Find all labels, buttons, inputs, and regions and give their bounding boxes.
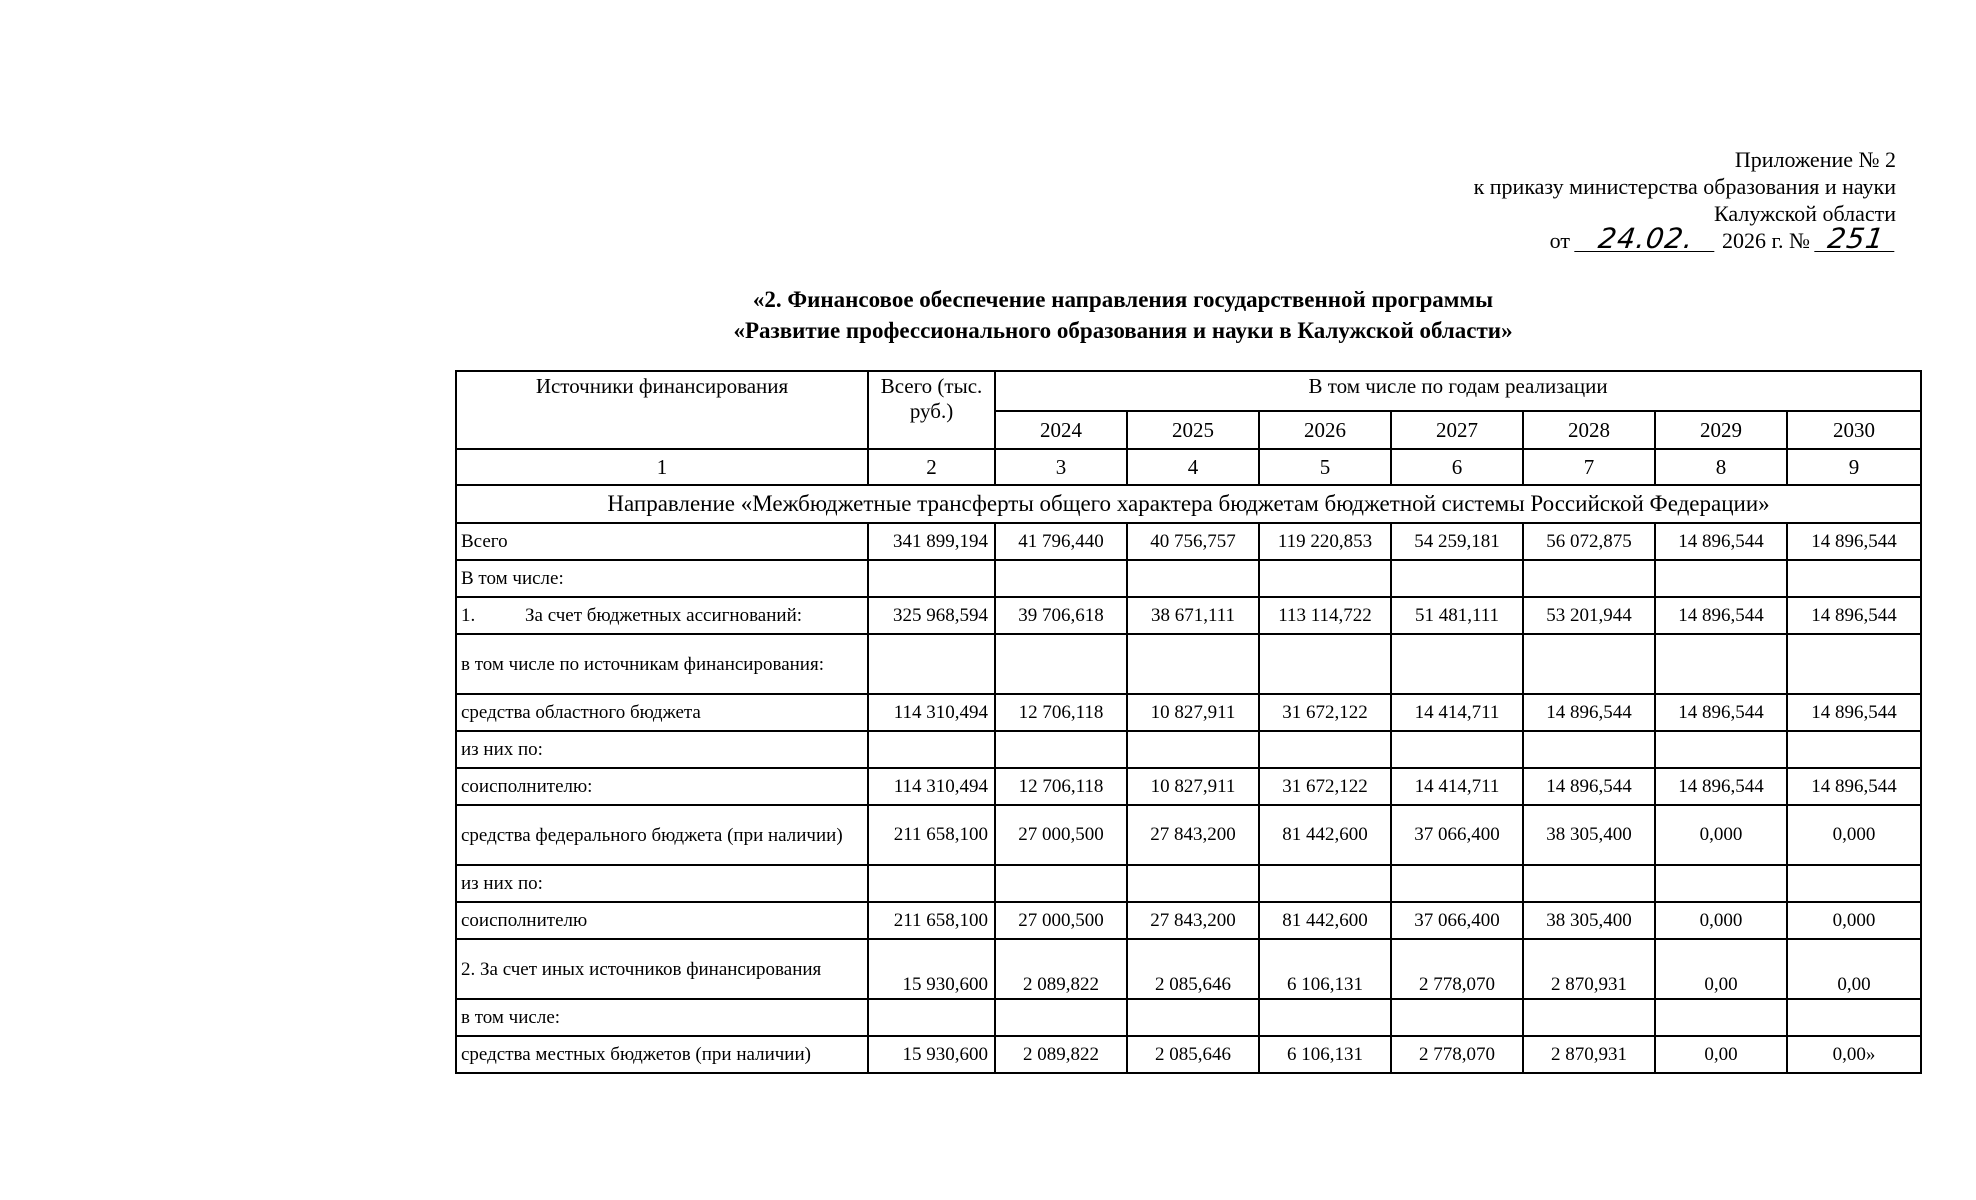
row-year-value: 14 896,544 [1655, 597, 1787, 634]
row-year-value [1523, 560, 1655, 597]
table-row [456, 939, 1921, 999]
row-year-value [1391, 865, 1523, 902]
table-row [456, 768, 1921, 805]
header-year: 2027 [1391, 411, 1523, 449]
row-year-value: 12 706,118 [995, 694, 1127, 731]
row-total: 15 930,600 [868, 1036, 995, 1073]
table-row [456, 805, 1921, 865]
row-year-value: 0,00» [1787, 1036, 1921, 1073]
column-number: 3 [995, 449, 1127, 485]
row-year-value: 0,00 [1655, 939, 1787, 999]
row-year-value: 53 201,944 [1523, 597, 1655, 634]
table-row [456, 1036, 1921, 1073]
table-row [456, 865, 1921, 902]
row-label: средства федерального бюджета (при наличии) [456, 805, 868, 865]
row-label: В том числе: [456, 560, 868, 597]
row-year-value: 2 870,931 [1523, 1036, 1655, 1073]
row-year-value: 14 896,544 [1655, 694, 1787, 731]
row-year-value: 14 896,544 [1787, 768, 1921, 805]
row-year-value [1523, 634, 1655, 694]
row-label: средства областного бюджета [456, 694, 868, 731]
row-total: 15 930,600 [868, 939, 995, 999]
header-total: Всего (тыс. руб.) [868, 371, 995, 449]
column-number: 8 [1655, 449, 1787, 485]
row-year-value [1259, 865, 1391, 902]
title-line-2: «Развитие профессионального образования и науки в Калужской области» [733, 318, 1513, 343]
row-year-value [995, 634, 1127, 694]
row-year-value: 37 066,400 [1391, 805, 1523, 865]
row-year-value [1787, 999, 1921, 1036]
row-year-value: 0,000 [1787, 805, 1921, 865]
row-total [868, 731, 995, 768]
row-label: из них по: [456, 731, 868, 768]
row-year-value: 2 085,646 [1127, 1036, 1259, 1073]
row-year-value: 0,000 [1655, 805, 1787, 865]
header-year: 2026 [1259, 411, 1391, 449]
row-year-value [1787, 731, 1921, 768]
row-label: в том числе: [456, 999, 868, 1036]
row-year-value: 0,000 [1655, 902, 1787, 939]
row-total: 341 899,194 [868, 523, 995, 560]
handwritten-date: 24.02. [1574, 227, 1718, 252]
row-year-value [1523, 865, 1655, 902]
row-year-value [1259, 999, 1391, 1036]
table-row [456, 597, 1921, 634]
row-year-value [1391, 560, 1523, 597]
header-sources: Источники финансирования [456, 371, 868, 449]
row-total [868, 999, 995, 1036]
row-year-value [995, 731, 1127, 768]
appendix-region: Калужской области [1714, 201, 1896, 226]
row-label: из них по: [456, 865, 868, 902]
header-year: 2024 [995, 411, 1127, 449]
table-row [456, 902, 1921, 939]
column-numbers-row [456, 449, 1921, 485]
row-year-value: 2 778,070 [1391, 939, 1523, 999]
row-year-value: 14 896,544 [1523, 694, 1655, 731]
row-year-value: 27 000,500 [995, 902, 1127, 939]
table-row [456, 999, 1921, 1036]
table-row [456, 560, 1921, 597]
row-year-value: 14 896,544 [1655, 523, 1787, 560]
column-number: 2 [868, 449, 995, 485]
table-row [456, 523, 1921, 560]
row-marker: 1. [461, 605, 476, 626]
title-line-1: «2. Финансовое обеспечение направления государственной программы [752, 287, 1494, 312]
row-year-value: 119 220,853 [1259, 523, 1391, 560]
row-year-value [1523, 999, 1655, 1036]
row-year-value: 14 414,711 [1391, 694, 1523, 731]
row-year-value [1127, 634, 1259, 694]
row-year-value: 2 870,931 [1523, 939, 1655, 999]
row-year-value [1655, 634, 1787, 694]
row-year-value: 39 706,618 [995, 597, 1127, 634]
row-total: 114 310,494 [868, 768, 995, 805]
row-year-value: 27 843,200 [1127, 805, 1259, 865]
row-year-value: 40 756,757 [1127, 523, 1259, 560]
row-year-value [1523, 731, 1655, 768]
row-year-value [1259, 560, 1391, 597]
row-label: средства местных бюджетов (при наличии) [456, 1036, 868, 1073]
row-label [456, 597, 868, 634]
appendix-date-line [1474, 222, 1896, 255]
table-row [456, 731, 1921, 768]
column-number: 4 [1127, 449, 1259, 485]
row-total: 211 658,100 [868, 805, 995, 865]
row-year-value: 0,000 [1787, 902, 1921, 939]
row-year-value: 31 672,122 [1259, 694, 1391, 731]
header-year: 2028 [1523, 411, 1655, 449]
row-label: соисполнителю: [456, 768, 868, 805]
row-year-value [1787, 634, 1921, 694]
row-year-value [995, 865, 1127, 902]
row-year-value: 14 896,544 [1787, 694, 1921, 731]
column-number: 7 [1523, 449, 1655, 485]
row-year-value [1127, 731, 1259, 768]
row-year-value [1655, 999, 1787, 1036]
row-year-value [1391, 634, 1523, 694]
row-total [868, 560, 995, 597]
row-year-value: 41 796,440 [995, 523, 1127, 560]
row-year-value: 37 066,400 [1391, 902, 1523, 939]
row-year-value: 10 827,911 [1127, 694, 1259, 731]
row-year-value: 0,00 [1655, 1036, 1787, 1073]
row-year-value [1259, 731, 1391, 768]
appendix-block [1474, 146, 1896, 254]
row-year-value: 6 106,131 [1259, 939, 1391, 999]
financing-table [455, 370, 1922, 1074]
row-year-value [1127, 999, 1259, 1036]
header-year: 2030 [1787, 411, 1921, 449]
row-total [868, 634, 995, 694]
row-year-value: 81 442,600 [1259, 805, 1391, 865]
row-year-value: 2 085,646 [1127, 939, 1259, 999]
row-year-value [1655, 731, 1787, 768]
row-year-value [1655, 560, 1787, 597]
appendix-title: Приложение № 2 [1734, 147, 1896, 172]
row-label: Всего [456, 523, 868, 560]
row-year-value [1127, 865, 1259, 902]
row-year-value: 2 089,822 [995, 1036, 1127, 1073]
column-number: 5 [1259, 449, 1391, 485]
row-year-value: 27 000,500 [995, 805, 1127, 865]
row-year-value: 0,00 [1787, 939, 1921, 999]
header-year: 2025 [1127, 411, 1259, 449]
row-year-value: 14 414,711 [1391, 768, 1523, 805]
row-year-value: 27 843,200 [1127, 902, 1259, 939]
row-year-value: 10 827,911 [1127, 768, 1259, 805]
row-year-value: 14 896,544 [1787, 523, 1921, 560]
row-year-value [1259, 634, 1391, 694]
header-by-years: В том числе по годам реализации [995, 371, 1921, 411]
row-year-value [1127, 560, 1259, 597]
row-total: 325 968,594 [868, 597, 995, 634]
row-year-value: 51 481,111 [1391, 597, 1523, 634]
year-text: 2026 г. № [1721, 228, 1810, 253]
row-year-value: 56 072,875 [1523, 523, 1655, 560]
row-label: 2. За счет иных источников финансирования [456, 939, 868, 999]
direction-row [456, 485, 1921, 523]
row-year-value [1391, 999, 1523, 1036]
row-year-value: 6 106,131 [1259, 1036, 1391, 1073]
table-row [456, 694, 1921, 731]
row-total: 211 658,100 [868, 902, 995, 939]
row-label: в том числе по источникам финансирования: [456, 634, 868, 694]
row-year-value [1391, 731, 1523, 768]
row-year-value: 38 305,400 [1523, 805, 1655, 865]
document-title [0, 284, 1976, 346]
row-year-value: 2 778,070 [1391, 1036, 1523, 1073]
row-year-value: 12 706,118 [995, 768, 1127, 805]
direction-title: Направление «Межбюджетные трансферты общего характера бюджетам бюджетной системы Российской Федерации» [456, 485, 1921, 523]
handwritten-order-number: 251 [1814, 227, 1898, 252]
row-year-value: 113 114,722 [1259, 597, 1391, 634]
row-year-value [1787, 560, 1921, 597]
column-number: 1 [456, 449, 868, 485]
row-year-value: 31 672,122 [1259, 768, 1391, 805]
row-year-value: 38 671,111 [1127, 597, 1259, 634]
row-label-text: За счет бюджетных ассигнований: [525, 605, 803, 626]
appendix-order-ref: к приказу министерства образования и науки [1473, 174, 1896, 199]
column-number: 6 [1391, 449, 1523, 485]
row-year-value [995, 999, 1127, 1036]
row-label: соисполнителю [456, 902, 868, 939]
row-total: 114 310,494 [868, 694, 995, 731]
row-year-value [1655, 865, 1787, 902]
from-label: от [1549, 228, 1570, 253]
row-year-value: 14 896,544 [1655, 768, 1787, 805]
column-number: 9 [1787, 449, 1921, 485]
row-year-value [995, 560, 1127, 597]
table-row [456, 634, 1921, 694]
row-year-value: 81 442,600 [1259, 902, 1391, 939]
row-year-value: 38 305,400 [1523, 902, 1655, 939]
row-year-value: 14 896,544 [1787, 597, 1921, 634]
row-total [868, 865, 995, 902]
row-year-value: 14 896,544 [1523, 768, 1655, 805]
row-year-value: 54 259,181 [1391, 523, 1523, 560]
row-year-value: 2 089,822 [995, 939, 1127, 999]
header-year: 2029 [1655, 411, 1787, 449]
row-year-value [1787, 865, 1921, 902]
